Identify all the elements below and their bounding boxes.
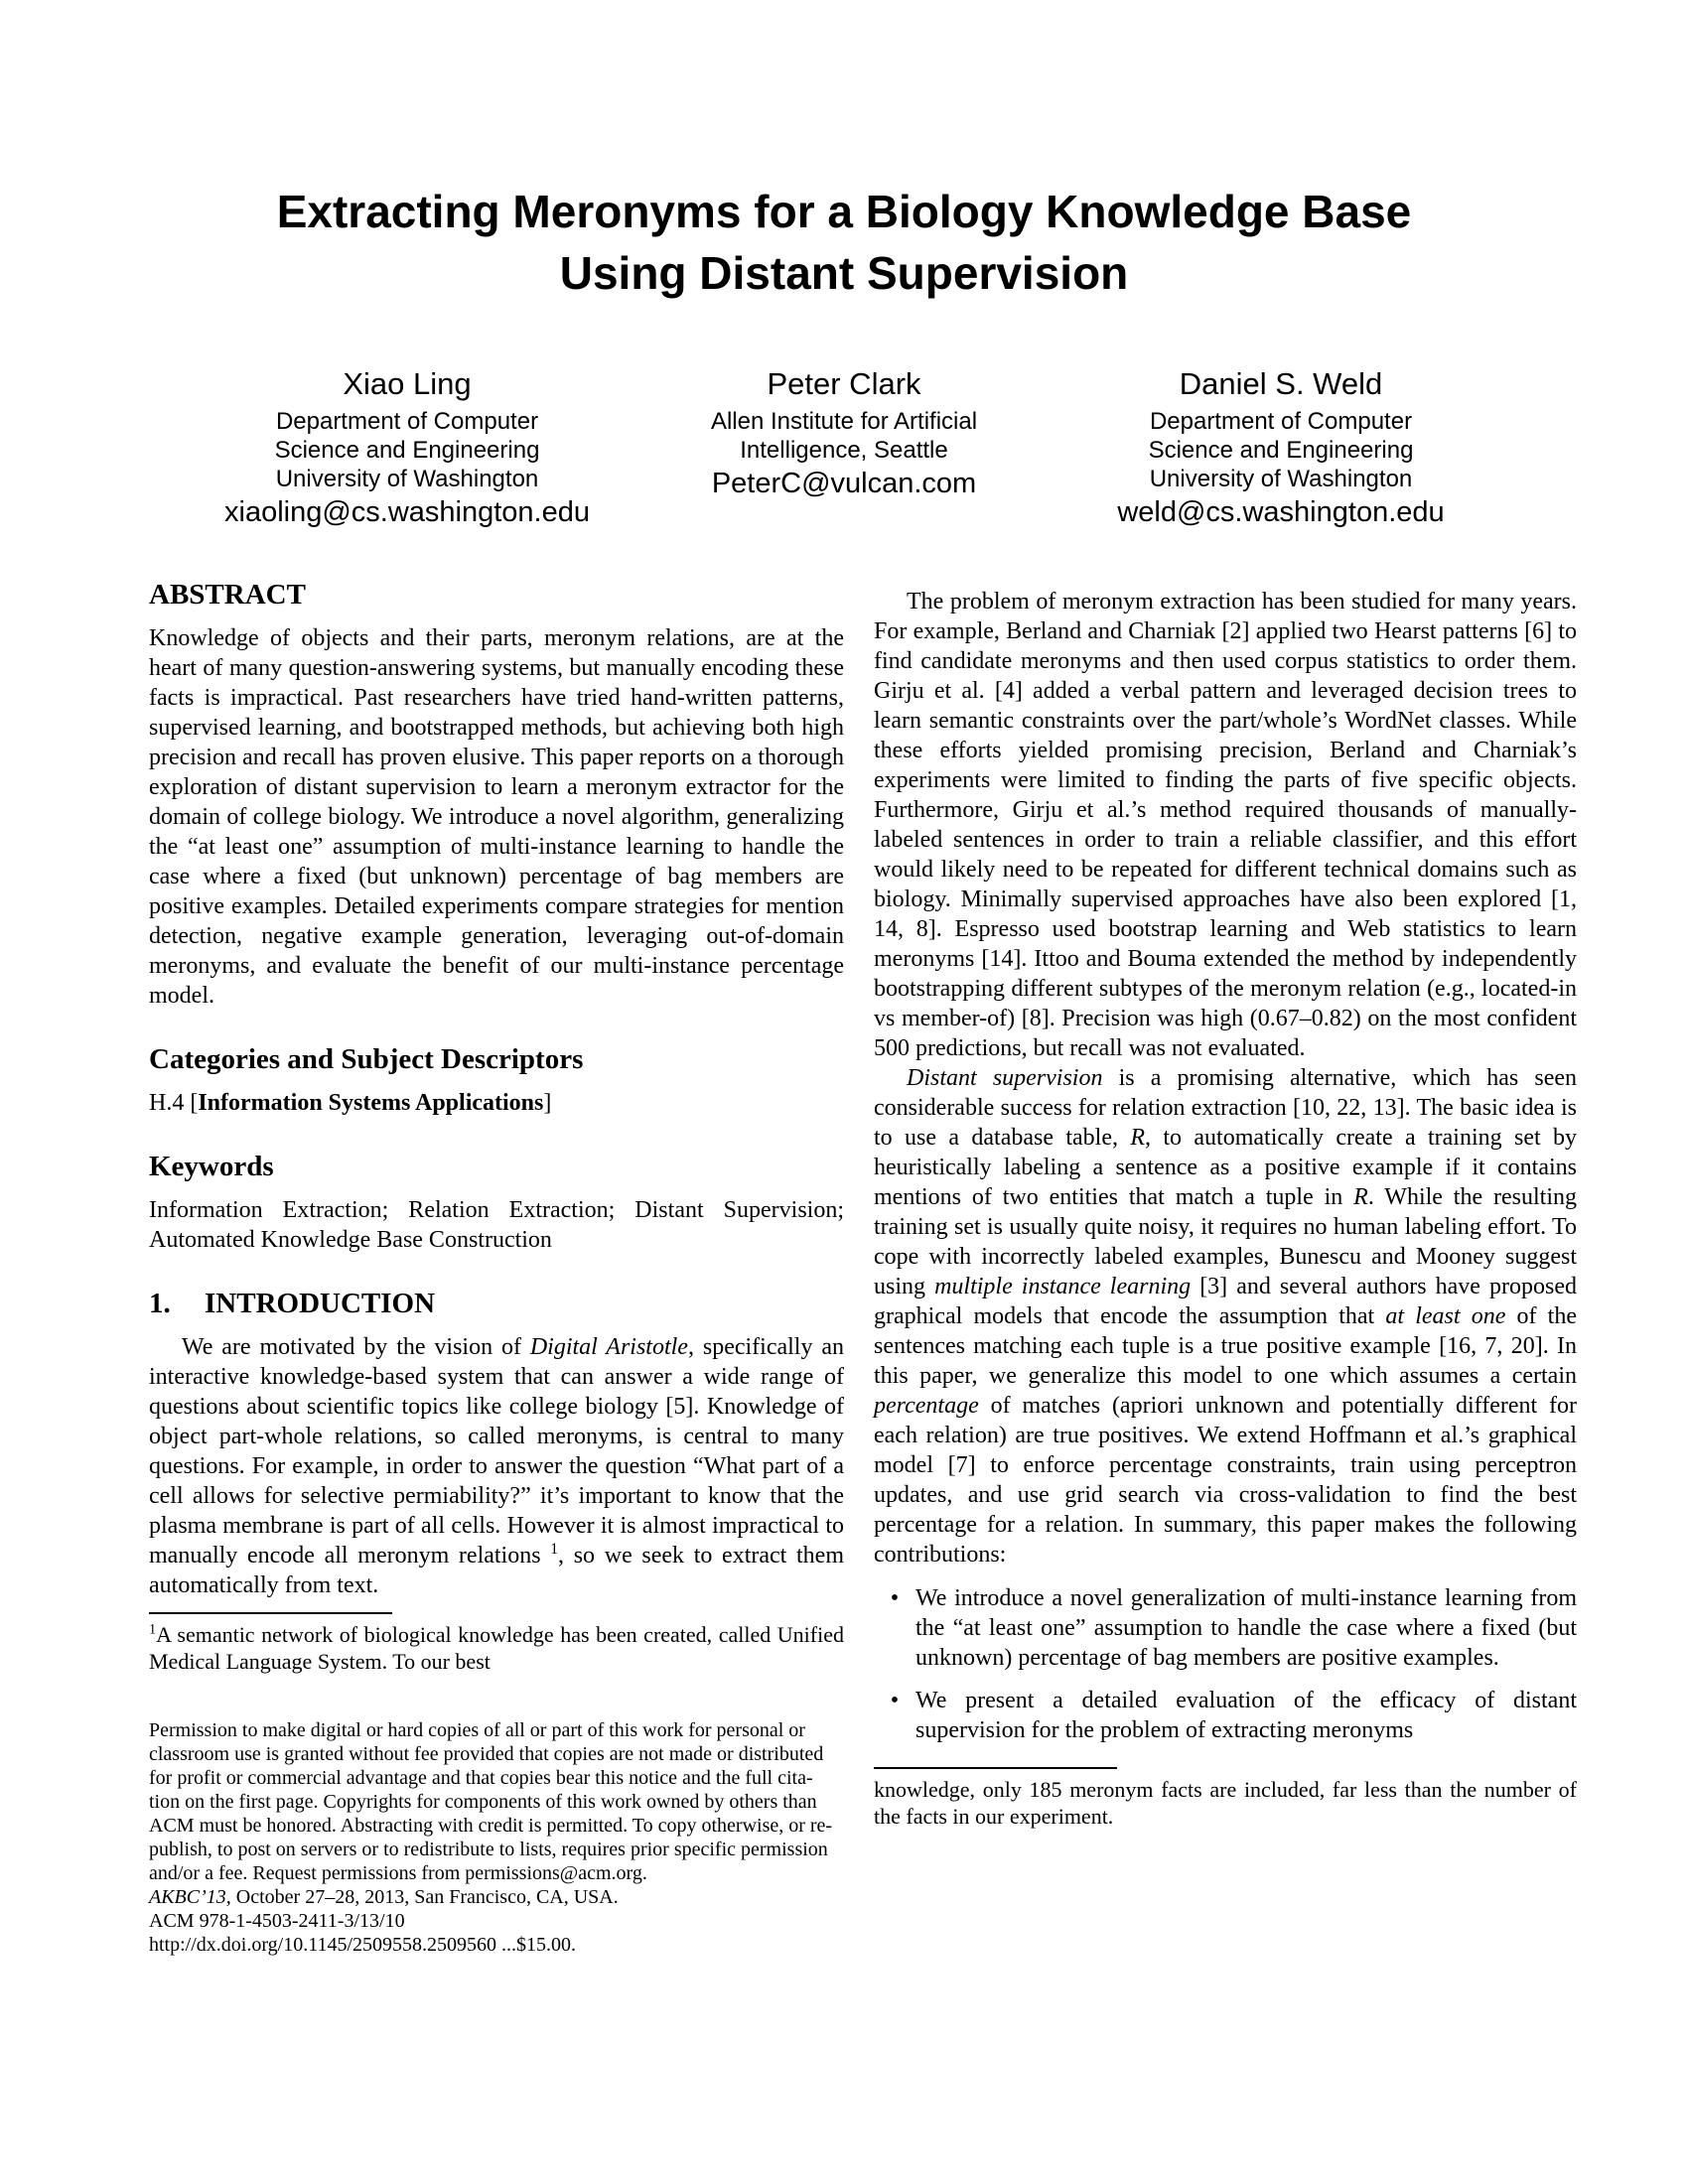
- section-number: 1.: [149, 1288, 171, 1319]
- bullet-icon: •: [890, 1688, 900, 1713]
- author-affiliation-line: Department of Computer: [1149, 408, 1413, 435]
- author-email: PeterC@vulcan.com: [711, 468, 977, 499]
- footnote-rule: [149, 1612, 392, 1614]
- contribution-item: [874, 1686, 1577, 1745]
- categories-heading: Categories and Subject Descriptors: [149, 1043, 584, 1075]
- authors-block: [0, 365, 1688, 530]
- author-email: xiaoling@cs.washington.edu: [224, 496, 590, 528]
- permission-notice: [149, 1718, 844, 1957]
- permission-line: tion on the first page. Copyrights for components of this work owned by others than: [149, 1791, 817, 1813]
- footnote-1: $^1$A semantic network of biological knowledge has been created, called Unified Medical Language System. To our best: [149, 1621, 844, 1674]
- contribution-item: [874, 1583, 1577, 1673]
- keywords-heading: Keywords: [149, 1151, 274, 1182]
- abstract-text: Knowledge of objects and their parts, meronym relations, are at the heart of many question-answering systems, but manually encoding these facts is impractical. Past researchers have tried hand-written patterns, supervised learning, and bootstrapped methods, but achieving both high precision and recall has proven elusive. This paper reports on a thorough exploration of distant supervision to learn a meronym extractor for the domain of college biology. We introduce a novel algorithm, generalizing the “at least one” assumption of multi-instance learning to handle the case where a fixed (but unknown) percentage of bag members are positive examples. Detailed experiments compare strategies for mention detection, negative example generation, leveraging out-of-domain meronyms, and evaluate the benefit of our multi-instance percentage model.: [149, 625, 844, 1009]
- title-line-2: Using Distant Supervision: [559, 247, 1129, 299]
- author-affiliation-line: University of Washington: [1149, 466, 1413, 492]
- author-card-1: [189, 365, 626, 530]
- left-column: [149, 578, 844, 1957]
- abstract-heading: ABSTRACT: [149, 579, 306, 611]
- author-affiliation-line: Allen Institute for Artificial: [710, 408, 978, 435]
- contributions-list: [874, 1583, 1577, 1745]
- author-name: Peter Clark: [767, 366, 921, 401]
- author-affiliation-line: Science and Engineering: [274, 437, 540, 464]
- author-name: Daniel S. Weld: [1179, 366, 1383, 401]
- permission-line: Permission to make digital or hard copies of all or part of this work for personal or: [149, 1719, 805, 1741]
- permission-line: for profit or commercial advantage and that copies bear this notice and the full cita-: [149, 1767, 813, 1789]
- footnote-2: knowledge, only 185 meronym facts are included, far less than the number of the facts in our experiment.: [874, 1777, 1577, 1829]
- contribution-text: We present a detailed evaluation of the efficacy of distant supervision for the problem of extracting meronyms: [915, 1688, 1577, 1743]
- footnote-rule: [874, 1767, 1117, 1769]
- author-affiliation-line: Department of Computer: [275, 408, 539, 435]
- acm-isbn-line: ACM 978-1-4503-2411-3/13/10: [149, 1910, 405, 1932]
- keywords-text: Information Extraction; Relation Extraction; Distant Supervision; Automated Knowledge Base Construction: [149, 1197, 844, 1253]
- italic-term: Digital Aristotle: [529, 1334, 688, 1360]
- paper-title: [0, 0, 1688, 304]
- italic-term: multiple instance learning: [934, 1274, 1192, 1299]
- author-affiliation-line: University of Washington: [275, 466, 539, 492]
- doi-line: http://dx.doi.org/10.1145/2509558.2509560 ...$15.00.: [149, 1934, 577, 1956]
- distant-supervision-paragraph: Distant supervision is a promising alternative, which has seen considerable success for relation extraction [10, 22, 13]. The basic idea is to use a database table, R, to automatically create a training set by heuristically labeling a sentence as a positive example if it contains mentions of two entities that match a tuple in R. While the resulting training set is usually quite noisy, it requires no human labeling effort. To cope with incorrectly labeled examples, Bunescu and Mooney suggest using multiple instance learning [3] and several authors have proposed graphical models that encode the assumption that at least one of the sentences matching each tuple is a true positive example [16, 7, 20]. In this paper, we generalize this model to one which assumes a certain percentage of matches (apriori unknown and potentially different for each relation) are true positives. We extend Hoffmann et al.’s graphical model [7] to enforce percentage constraints, train using perceptron updates, and use grid search via cross-validation to find the best percentage for a relation. In summary, this paper makes the following contributions:: [874, 1065, 1578, 1568]
- author-email: weld@cs.washington.edu: [1117, 496, 1445, 528]
- body-columns: [0, 578, 1688, 1957]
- author-name: Xiao Ling: [343, 366, 472, 401]
- author-card-2: [626, 365, 1062, 530]
- italic-term: R: [1353, 1184, 1368, 1210]
- permission-line: and/or a fee. Request permissions from permissions@acm.org.: [149, 1862, 647, 1884]
- author-affiliation-line: Intelligence, Seattle: [740, 437, 948, 464]
- footnote-ref: 1: [550, 1541, 559, 1558]
- introduction-heading: [149, 1287, 844, 1320]
- title-line-1: Extracting Meronyms for a Biology Knowledge Base: [276, 186, 1412, 237]
- permission-line: publish, to post on servers or to redistribute to lists, requires prior specific permission: [149, 1839, 828, 1860]
- bullet-icon: •: [890, 1585, 900, 1611]
- italic-term: R: [1130, 1125, 1146, 1151]
- italic-term: Distant supervision: [907, 1065, 1103, 1091]
- permission-line: classroom use is granted without fee provided that copies are not made or distributed: [149, 1743, 824, 1765]
- italic-term: at least one: [1385, 1303, 1506, 1329]
- footnote-mark: 1: [149, 1621, 157, 1638]
- permission-line: ACM must be honored. Abstracting with credit is permitted. To copy otherwise, or re-: [149, 1815, 833, 1837]
- introduction-paragraph: We are motivated by the vision of Digital Aristotle, specifically an interactive knowledge-based system that can answer a wide range of questions about scientific topics like college biology [5]. Knowledge of object part-whole relations, so called meronyms, is central to many questions. For example, in order to answer the question “What part of a cell allows for selective permiability?” it’s important to know that the plasma membrane is part of all cells. However it is almost impractical to manually encode all meronym relations $^1$, so we seek to extract them automatically from text.: [149, 1334, 845, 1598]
- conference-line: AKBC’13, October 27–28, 2013, San Francisco, CA, USA.: [149, 1886, 619, 1908]
- categories-text: H.4 [Information Systems Applications]: [149, 1090, 552, 1116]
- right-column: [874, 578, 1577, 1957]
- author-card-3: [1062, 365, 1499, 530]
- italic-term: percentage: [874, 1393, 979, 1419]
- contribution-text: We introduce a novel generalization of multi-instance learning from the “at least one” assumption to handle the case where a fixed (but unknown) percentage of bag members are positive examples.: [915, 1585, 1577, 1671]
- author-affiliation-line: Science and Engineering: [1148, 437, 1414, 464]
- categories-bold-term: Information Systems Applications: [198, 1090, 544, 1116]
- related-work-paragraph: The problem of meronym extraction has been studied for many years. For example, Berland and Charniak [2] applied two Hearst patterns [6] to find candidate meronyms and then used corpus statistics to order them. Girju et al. [4] added a verbal pattern and leveraged decision trees to learn semantic constraints over the part/whole’s WordNet classes. While these efforts yielded promising precision, Berland and Charniak’s experiments were limited to finding the parts of five specific objects. Furthermore, Girju et al.’s method required thousands of manually-labeled sentences in order to train a reliable classifier, and this effort would likely need to be repeated for different technical domains such as biology. Minimally supervised approaches have also been explored [1, 14, 8]. Espresso used bootstrap learning and Web statistics to learn meronyms [14]. Ittoo and Bouma extended the method by independently bootstrapping different subtypes of the meronym relation (e.g., located-in vs member-of) [8]. Precision was high (0.67–0.82) on the most confident 500 predictions, but recall was not evaluated.: [874, 589, 1577, 1061]
- section-title: INTRODUCTION: [205, 1288, 436, 1319]
